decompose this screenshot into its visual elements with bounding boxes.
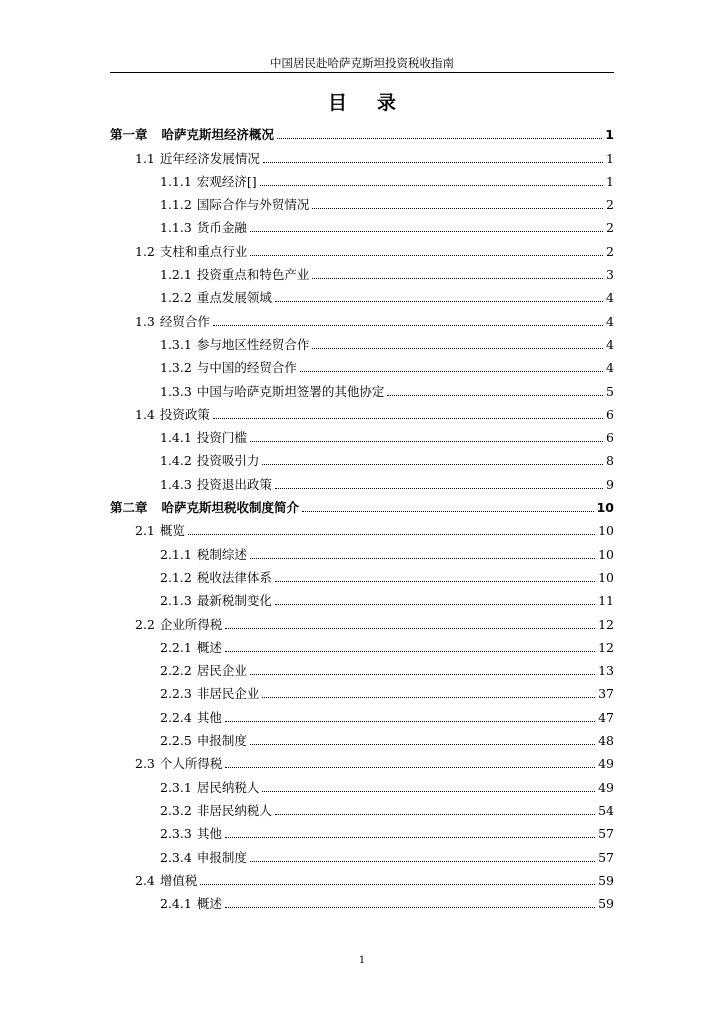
toc-entry[interactable] [110, 423, 614, 446]
toc-entry[interactable] [110, 656, 614, 679]
toc-entry-number: 2.1.2 [160, 569, 192, 585]
toc-entry-number: 2.3.2 [160, 802, 192, 818]
toc-entry-page: 12 [598, 639, 614, 655]
toc-entry[interactable] [110, 120, 614, 143]
toc-entry-label [160, 640, 222, 656]
toc-entry-label [135, 151, 260, 167]
toc-entry-label [135, 617, 222, 633]
toc-entry[interactable] [110, 306, 614, 329]
toc-entry[interactable] [110, 842, 614, 865]
toc-entry[interactable] [110, 143, 614, 166]
toc-entry[interactable] [110, 749, 614, 772]
toc-entry-label [135, 407, 210, 423]
toc-entry-page: 59 [598, 872, 614, 888]
toc-entry-number: 2.3.4 [160, 849, 192, 865]
toc-entry-title: 非居民企业 [196, 686, 260, 702]
toc-entry[interactable] [110, 609, 614, 632]
toc-entry-page: 10 [598, 569, 614, 585]
page-title: 目录 [327, 92, 426, 114]
toc-entry-label [160, 593, 272, 609]
toc-entry-label [160, 547, 247, 563]
toc-entry-title: 个人所得税 [159, 756, 223, 772]
dot-leader [263, 161, 603, 163]
toc-entry-label [160, 733, 247, 749]
toc-entry[interactable] [110, 539, 614, 562]
toc-entry[interactable] [110, 469, 614, 492]
toc-entry-number: 1.2.2 [160, 290, 192, 306]
running-header: 中国居民赴哈萨克斯坦投资税收指南 [110, 56, 614, 73]
toc-entry-label [160, 896, 222, 912]
toc-entry-number: 1.1.3 [160, 220, 192, 236]
toc-entry-title: 投资吸引力 [196, 453, 260, 469]
toc-entry-page: 2 [606, 243, 614, 259]
toc-entry[interactable] [110, 866, 614, 889]
dot-leader [275, 580, 595, 582]
toc-entry-page: 6 [606, 430, 614, 446]
toc-entry-number: 1.3.1 [160, 336, 192, 352]
toc-entry-page: 49 [598, 779, 614, 795]
toc-entry[interactable] [110, 213, 614, 236]
toc-entry-number: 1.1.1 [160, 173, 192, 189]
dot-leader [250, 860, 595, 862]
toc-entry-title: 非居民纳税人 [196, 802, 272, 818]
toc-entry-label [110, 500, 299, 516]
toc-entry-label [135, 244, 247, 260]
dot-leader [225, 766, 595, 768]
toc-entry-page: 57 [598, 849, 614, 865]
toc-entry-number: 第一章 [110, 127, 148, 143]
toc-entry-title: 税制综述 [196, 546, 247, 562]
toc-entry[interactable] [110, 400, 614, 423]
toc-entry[interactable] [110, 236, 614, 259]
toc-entry-label [160, 430, 247, 446]
toc-entry-page: 4 [606, 313, 614, 329]
toc-entry-title: 概述 [196, 639, 222, 655]
dot-leader [250, 440, 603, 442]
toc-entry-title: 经贸合作 [159, 313, 210, 329]
toc-entry[interactable] [110, 376, 614, 399]
toc-entry-number: 1.3.2 [160, 360, 192, 376]
toc-entry-title: 申报制度 [196, 849, 247, 865]
toc-entry-number: 2.1.1 [160, 546, 192, 562]
toc-entry[interactable] [110, 330, 614, 353]
toc-entry-label [160, 780, 259, 796]
dot-leader [213, 417, 603, 419]
dot-leader [188, 533, 595, 535]
toc-entry-title: 近年经济发展情况 [159, 150, 260, 166]
toc-entry-title: 支柱和重点行业 [159, 243, 248, 259]
dot-leader [250, 743, 595, 745]
toc-entry-label [135, 523, 185, 539]
dot-leader [200, 883, 595, 885]
toc-entry-page: 4 [606, 336, 614, 352]
toc-entry-label [160, 453, 259, 469]
toc-entry-number: 2.4 [135, 872, 155, 888]
dot-leader [312, 207, 603, 209]
toc-entry[interactable] [110, 563, 614, 586]
toc-entry-label [160, 710, 222, 726]
dot-leader [275, 603, 595, 605]
toc-entry-page: 37 [598, 686, 614, 702]
toc-entry-label [160, 360, 297, 376]
toc-entry-title: 投资门槛 [196, 430, 247, 446]
toc-entry[interactable] [110, 889, 614, 912]
toc-entry-label [160, 267, 309, 283]
dot-leader [225, 627, 595, 629]
toc-entry-title: 中国与哈萨克斯坦签署的其他协定 [196, 383, 385, 399]
toc-entry-page: 4 [606, 290, 614, 306]
toc-entry[interactable] [110, 446, 614, 469]
toc-entry-title: 申报制度 [196, 733, 247, 749]
dot-leader [225, 720, 595, 722]
dot-leader [387, 394, 603, 396]
page-number: 1 [358, 955, 366, 966]
toc-entry-title: 最新税制变化 [196, 593, 272, 609]
toc-entry-number: 2.3.1 [160, 779, 192, 795]
toc-entry-number: 1.2.1 [160, 267, 192, 283]
toc-entry-title: 企业所得税 [159, 616, 223, 632]
toc-entry-page: 5 [606, 383, 614, 399]
toc-entry[interactable] [110, 353, 614, 376]
toc-entry-page: 47 [598, 709, 614, 725]
toc-entry-label [160, 570, 272, 586]
toc-entry-page: 49 [598, 756, 614, 772]
toc-entry[interactable] [110, 633, 614, 656]
toc-entry-title: 哈萨克斯坦税收制度简介 [161, 500, 300, 516]
toc-entry-page: 10 [596, 500, 614, 516]
dot-leader [225, 650, 595, 652]
toc-entry-number: 2.2.2 [160, 663, 192, 679]
toc-entry-title: 投资退出政策 [196, 476, 272, 492]
toc-entry-number: 1.4.3 [160, 476, 192, 492]
dot-leader [262, 463, 603, 465]
toc-entry[interactable] [110, 679, 614, 702]
dot-leader [250, 230, 603, 232]
toc-entry-number: 2.2.1 [160, 639, 192, 655]
dot-leader [302, 510, 594, 512]
toc-entry[interactable] [110, 586, 614, 609]
toc-entry-page: 2 [606, 220, 614, 236]
dot-leader [312, 277, 603, 279]
toc-entry[interactable] [110, 190, 614, 213]
toc-entry-number: 2.2.4 [160, 709, 192, 725]
dot-leader [250, 557, 595, 559]
toc-entry-page: 3 [606, 267, 614, 283]
toc-entry-label [160, 826, 222, 842]
toc-entry-title: 概览 [159, 523, 185, 539]
toc-entry-label [160, 290, 272, 306]
dot-leader [275, 300, 603, 302]
toc-entry-label [160, 337, 309, 353]
toc-entry-label [160, 663, 247, 679]
toc-entry-title: 增值税 [159, 872, 198, 888]
toc-entry-number: 2.1 [135, 523, 155, 539]
toc-entry-title: 货币金融 [196, 220, 247, 236]
dot-leader [225, 836, 595, 838]
toc-entry-number: 1.2 [135, 243, 155, 259]
toc-entry-title: 投资政策 [159, 406, 210, 422]
toc-entry[interactable] [110, 283, 614, 306]
toc-entry-label [160, 686, 259, 702]
toc-entry[interactable] [110, 772, 614, 795]
toc-entry-page: 1 [606, 173, 614, 189]
toc-entry-number: 1.1.2 [160, 197, 192, 213]
toc-entry-label [135, 873, 197, 889]
toc-entry-number: 2.1.3 [160, 593, 192, 609]
toc-entry-number: 2.2.5 [160, 733, 192, 749]
toc-entry-label [135, 756, 222, 772]
toc-entry-page: 2 [606, 197, 614, 213]
toc-entry-title: 重点发展领域 [196, 290, 272, 306]
toc-entry-page: 9 [606, 476, 614, 492]
toc-entry-number: 第二章 [110, 500, 148, 516]
toc-entry-label [160, 197, 309, 213]
dot-leader [262, 790, 595, 792]
toc-entry[interactable] [110, 493, 614, 516]
toc-entry-page: 12 [598, 616, 614, 632]
toc-entry-page: 59 [598, 896, 614, 912]
toc-entry-label [160, 850, 247, 866]
toc-entry-number: 1.3 [135, 313, 155, 329]
toc-entry-page: 4 [606, 360, 614, 376]
toc-entry[interactable] [110, 702, 614, 725]
toc-entry-number: 1.1 [135, 150, 155, 166]
dot-leader [225, 906, 595, 908]
toc-entry-page: 10 [598, 546, 614, 562]
toc-entry-number: 1.3.3 [160, 383, 192, 399]
toc-entry-label [110, 127, 274, 143]
toc-entry-label [160, 477, 272, 493]
dot-leader [312, 347, 603, 349]
toc-entry-title: 居民企业 [196, 663, 247, 679]
dot-leader [300, 370, 603, 372]
toc-entry-label [160, 384, 384, 400]
toc-entry-title: 居民纳税人 [196, 779, 260, 795]
toc-entry-title: 国际合作与外贸情况 [196, 197, 310, 213]
dot-leader [262, 696, 595, 698]
toc-entry-label [135, 314, 210, 330]
toc-entry-page: 11 [598, 593, 614, 609]
toc-entry-title: 哈萨克斯坦经济概况 [161, 127, 275, 143]
toc-entry-title: 其他 [196, 826, 222, 842]
toc-entry-label [160, 174, 257, 190]
toc-entry-label [160, 220, 247, 236]
dot-leader [277, 137, 602, 139]
toc-entry[interactable] [110, 260, 614, 283]
toc-entry-number: 2.2.3 [160, 686, 192, 702]
toc-entry-number: 2.3.3 [160, 826, 192, 842]
toc-entry[interactable] [110, 819, 614, 842]
toc-entry[interactable] [110, 726, 614, 749]
dot-leader [260, 184, 603, 186]
toc-entry-number: 2.3 [135, 756, 155, 772]
toc-entry-page: 1 [606, 150, 614, 166]
toc-entry-page: 54 [598, 802, 614, 818]
toc-entry-page: 10 [598, 523, 614, 539]
toc-entry-number: 1.4 [135, 406, 155, 422]
dot-leader [250, 254, 603, 256]
toc-entry-page: 48 [598, 733, 614, 749]
toc-entry[interactable] [110, 167, 614, 190]
toc-entry[interactable] [110, 516, 614, 539]
dot-leader [213, 324, 603, 326]
toc-entry-number: 2.4.1 [160, 896, 192, 912]
toc-entry-page: 8 [606, 453, 614, 469]
toc-entry-title: 税收法律体系 [196, 569, 272, 585]
toc-entry-number: 1.4.2 [160, 453, 192, 469]
toc-entry-title: 与中国的经贸合作 [196, 360, 297, 376]
toc-entry-number: 1.4.1 [160, 430, 192, 446]
toc-entry-page: 6 [606, 406, 614, 422]
toc-entry-page: 1 [605, 127, 614, 143]
toc-entry-title: 参与地区性经贸合作 [196, 336, 310, 352]
table-of-contents [110, 120, 614, 912]
dot-leader [250, 673, 595, 675]
dot-leader [275, 487, 603, 489]
toc-entry-title: 宏观经济[] [196, 173, 257, 189]
toc-entry-title: 投资重点和特色产业 [196, 267, 310, 283]
toc-entry-page: 57 [598, 826, 614, 842]
toc-entry-label [160, 803, 272, 819]
toc-entry-number: 2.2 [135, 616, 155, 632]
toc-entry-title: 概述 [196, 896, 222, 912]
dot-leader [275, 813, 595, 815]
toc-entry-title: 其他 [196, 709, 222, 725]
toc-entry-page: 13 [598, 663, 614, 679]
toc-entry[interactable] [110, 796, 614, 819]
